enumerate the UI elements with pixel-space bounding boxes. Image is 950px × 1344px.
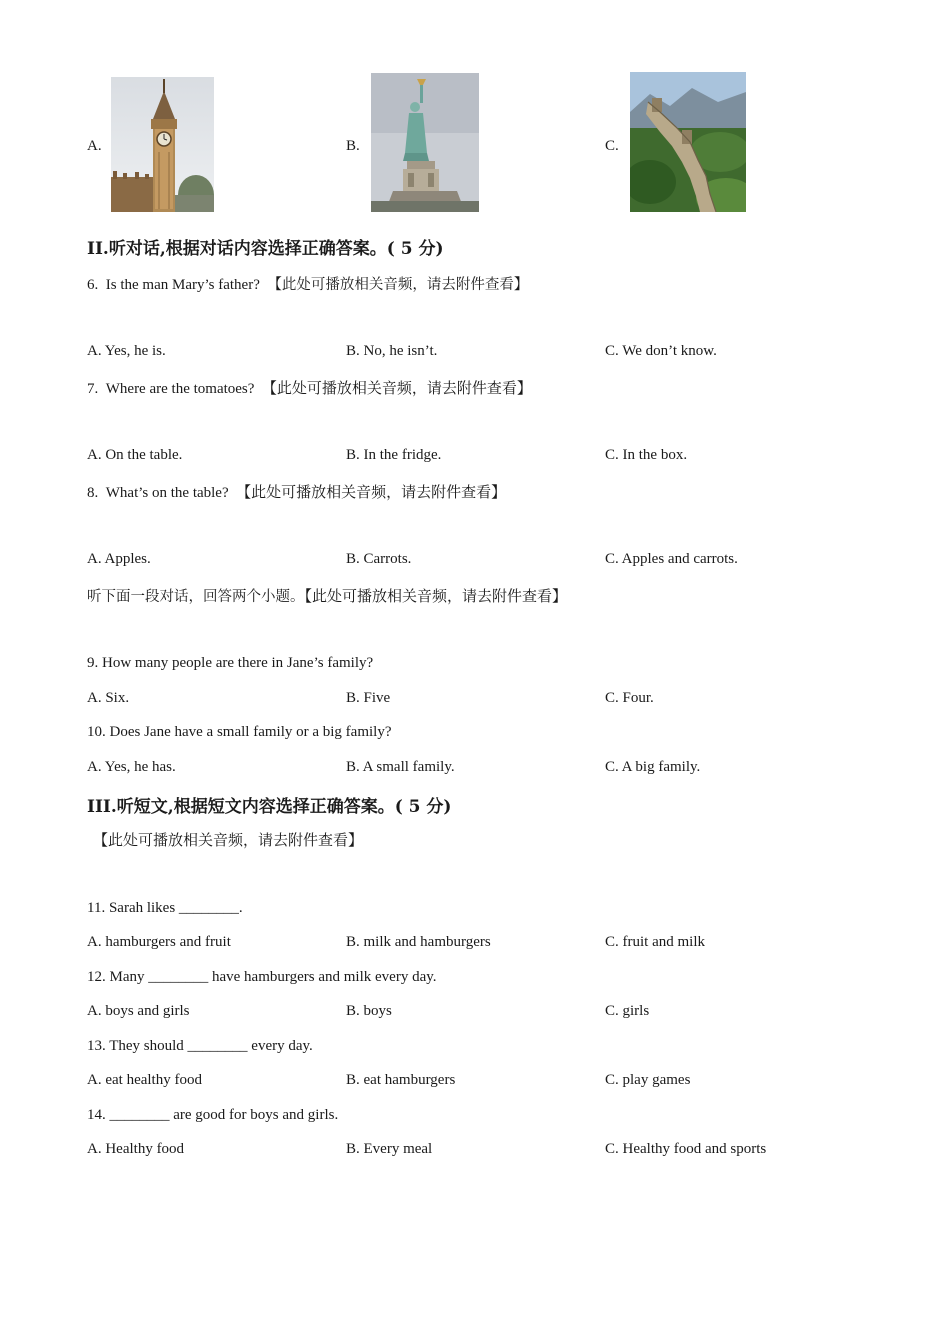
question-10-option-b: B. A small family. [346, 759, 455, 775]
question-7-option-a: A. On the table. [87, 447, 183, 463]
dialog-intro-text: 听下面一段对话，回答两个小题。 [87, 589, 305, 605]
question-10-option-a: A. Yes, he has. [87, 759, 176, 775]
question-6-option-a: A. Yes, he is. [87, 343, 166, 359]
question-14-option-b: B. Every meal [346, 1141, 433, 1157]
picture-option-b-label: B. [346, 138, 360, 154]
question-13-text: 13. They should ________ every day. [87, 1038, 313, 1054]
question-12-option-c: C. girls [605, 1003, 650, 1019]
question-13-option-b: B. eat hamburgers [346, 1072, 456, 1088]
question-12-option-a: A. boys and girls [87, 1003, 190, 1019]
question-7-option-b: B. In the fridge. [346, 447, 442, 463]
question-8-number: 8. [87, 485, 99, 501]
question-6-text: Is the man Mary’s father? [105, 277, 260, 293]
question-7-number: 7. [87, 381, 99, 397]
section-3-audio-note: 【此处可播放相关音频，请去附件查看】 [93, 831, 364, 849]
question-8 [87, 481, 506, 502]
question-8-option-b: B. Carrots. [346, 551, 412, 567]
question-8-option-a: A. Apples. [87, 551, 151, 567]
question-6-number: 6. [87, 277, 99, 293]
question-10-option-c: C. A big family. [605, 759, 701, 775]
statue-of-liberty-image [371, 73, 479, 212]
question-11-option-c: C. fruit and milk [605, 934, 705, 950]
question-9-text: 9. How many people are there in Jane’s family? [87, 655, 374, 671]
question-12-text: 12. Many ________ have hamburgers and milk every day. [87, 969, 437, 985]
question-9-option-a: A. Six. [87, 690, 130, 706]
dialog-intro-audio-note: 【此处可播放相关音频，请去附件查看】 [304, 587, 568, 605]
question-7 [87, 377, 532, 398]
question-7-option-c: C. In the box. [605, 447, 688, 463]
section-2-title: II.听对话,根据对话内容选择正确答案。( 5 分) [87, 239, 444, 259]
question-8-option-c: C. Apples and carrots. [605, 551, 738, 567]
question-13-option-c: C. play games [605, 1072, 691, 1088]
question-9-option-c: C. Four. [605, 690, 654, 706]
question-14-option-c: C. Healthy food and sports [605, 1141, 767, 1157]
question-7-text: Where are the tomatoes? [105, 381, 255, 397]
question-14-text: 14. ________ are good for boys and girls. [87, 1107, 339, 1123]
question-8-text: What’s on the table? [105, 485, 229, 501]
question-10-text: 10. Does Jane have a small family or a big family? [87, 724, 392, 740]
question-6-audio-note: 【此处可播放相关音频，请去附件查看】 [267, 277, 529, 293]
great-wall-image [630, 72, 746, 212]
big-ben-image [111, 77, 214, 212]
question-14-option-a: A. Healthy food [87, 1141, 185, 1157]
question-6-option-b: B. No, he isn’t. [346, 343, 438, 359]
question-7-audio-note: 【此处可播放相关音频，请去附件查看】 [261, 379, 532, 397]
picture-option-c-label: C. [605, 138, 619, 154]
section-3-title: III.听短文,根据短文内容选择正确答案。( 5 分) [87, 797, 452, 817]
question-6-option-c: C. We don’t know. [605, 343, 717, 359]
question-13-option-a: A. eat healthy food [87, 1072, 202, 1088]
question-9-option-b: B. Five [346, 690, 391, 706]
picture-option-a-label: A. [87, 138, 102, 154]
question-11-text: 11. Sarah likes ________. [87, 900, 243, 916]
dialog-intro [87, 585, 567, 606]
question-11-option-b: B. milk and hamburgers [346, 934, 491, 950]
question-11-option-a: A. hamburgers and fruit [87, 934, 231, 950]
question-12-option-b: B. boys [346, 1003, 392, 1019]
question-8-audio-note: 【此处可播放相关音频，请去附件查看】 [236, 483, 507, 501]
question-6 [87, 273, 528, 294]
